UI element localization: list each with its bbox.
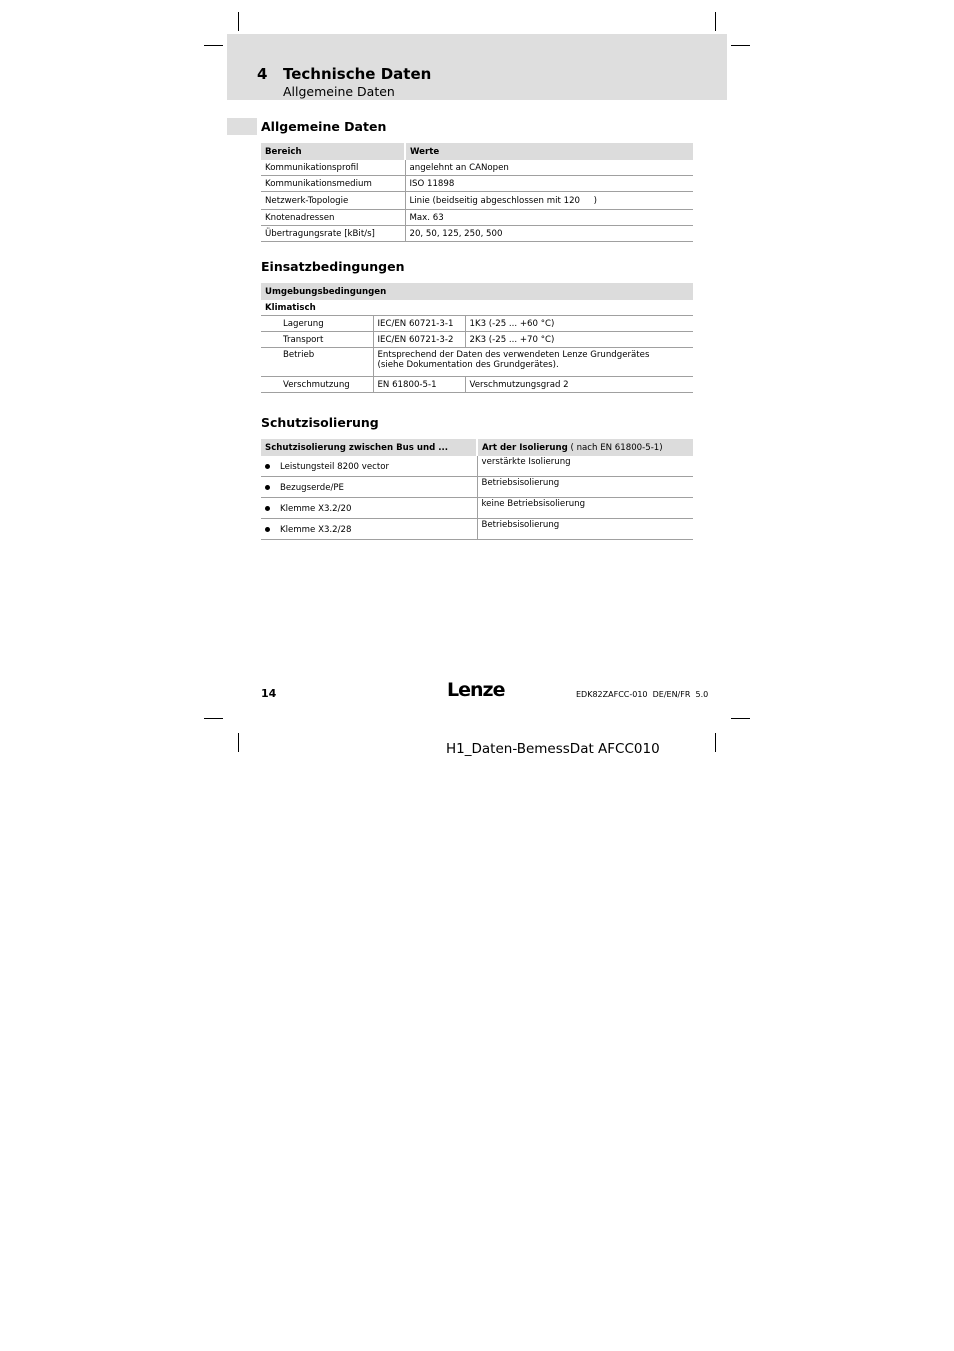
chapter-title: Technische Daten: [283, 65, 432, 83]
table-cell: Verschmutzung: [261, 377, 373, 393]
crop-mark: [731, 718, 750, 719]
bullet-icon: [265, 464, 270, 469]
column-header: Werte: [405, 143, 693, 160]
table-cell: Betrieb: [261, 348, 373, 377]
table-header-row: [261, 283, 693, 300]
table-cell: IEC/EN 60721-3-1: [373, 316, 465, 332]
table-header-row: [261, 143, 693, 160]
table-cell: Transport: [261, 332, 373, 348]
table-cell: [261, 519, 477, 540]
bullet-icon: [265, 527, 270, 532]
table-cell: Lagerung: [261, 316, 373, 332]
table-row: [261, 226, 693, 242]
crop-mark: [715, 12, 716, 31]
crop-mark: [715, 733, 716, 752]
section-marker: [227, 118, 257, 135]
crop-mark: [238, 733, 239, 752]
bullet-text: Klemme X3.2/28: [280, 525, 352, 535]
table-row: [261, 477, 693, 498]
crop-mark: [238, 12, 239, 31]
table-cell: EN 61800-5-1: [373, 377, 465, 393]
insulation-table: [261, 439, 693, 540]
column-header: [477, 439, 693, 456]
table-cell: 20, 50, 125, 250, 500: [405, 226, 693, 242]
table-cell: [261, 477, 477, 498]
bullet-text: Leistungsteil 8200 vector: [280, 462, 390, 472]
chapter-subtitle: Allgemeine Daten: [283, 84, 395, 99]
crop-mark: [204, 45, 223, 46]
table-cell: Linie (beidseitig abgeschlossen mit 120 ): [405, 192, 693, 210]
table-header-row: [261, 439, 693, 456]
column-header: Umgebungsbedingungen: [261, 283, 693, 300]
table-row: [261, 348, 693, 377]
table-cell: Kommunikationsmedium: [261, 176, 405, 192]
table-row: [261, 160, 693, 176]
section-title-general: Allgemeine Daten: [261, 119, 387, 134]
page-number: 14: [261, 687, 277, 700]
chapter-number: 4: [257, 65, 268, 83]
table-cell: [261, 498, 477, 519]
table-cell: Entsprechend der Daten des verwendeten Lenze Grundgerätes (siehe Dokumentation des Grundgerätes).: [373, 348, 693, 377]
table-cell: Verschmutzungsgrad 2: [465, 377, 693, 393]
table-row: [261, 519, 693, 540]
table-cell: 2K3 (-25 ... +70 °C): [465, 332, 693, 348]
table-group-row: [261, 300, 693, 316]
bullet-text: Klemme X3.2/20: [280, 504, 352, 514]
column-header: Schutzisolierung zwischen Bus und ...: [261, 439, 477, 456]
table-cell: Knotenadressen: [261, 210, 405, 226]
table-row: [261, 192, 693, 210]
table-cell: verstärkte Isolierung: [477, 456, 693, 477]
conditions-table: [261, 283, 693, 393]
table-row: [261, 176, 693, 192]
table-cell: Kommunikationsprofil: [261, 160, 405, 176]
header-plain-text: ( nach EN 61800-5-1): [567, 442, 663, 453]
crop-mark: [731, 45, 750, 46]
bullet-icon: [265, 485, 270, 490]
document-code: EDK82ZAFCC-010 DE/EN/FR 5.0: [576, 690, 709, 699]
table-row: [261, 498, 693, 519]
table-cell: Betriebsisolierung: [477, 519, 693, 540]
section-title-insulation: Schutzisolierung: [261, 415, 379, 430]
footer-caption: H1_Daten-BemessDat AFCC010: [446, 741, 660, 757]
table-cell: IEC/EN 60721-3-2: [373, 332, 465, 348]
table-cell: ISO 11898: [405, 176, 693, 192]
table-cell: keine Betriebsisolierung: [477, 498, 693, 519]
section-title-conditions: Einsatzbedingungen: [261, 259, 405, 274]
table-row: [261, 316, 693, 332]
table-cell: 1K3 (-25 ... +60 °C): [465, 316, 693, 332]
bullet-icon: [265, 506, 270, 511]
general-data-table: [261, 143, 693, 242]
column-header: Bereich: [261, 143, 405, 160]
table-row: [261, 210, 693, 226]
bullet-text: Bezugserde/PE: [280, 483, 344, 493]
table-cell: angelehnt an CANopen: [405, 160, 693, 176]
table-cell: Übertragungsrate [kBit/s]: [261, 226, 405, 242]
table-row: [261, 377, 693, 393]
lenze-logo: Lenze: [447, 679, 505, 701]
table-row: [261, 456, 693, 477]
table-row: [261, 332, 693, 348]
crop-mark: [204, 718, 223, 719]
table-cell: [261, 456, 477, 477]
table-cell: Netzwerk-Topologie: [261, 192, 405, 210]
table-cell: Max. 63: [405, 210, 693, 226]
table-cell: Betriebsisolierung: [477, 477, 693, 498]
group-label: Klimatisch: [261, 300, 693, 316]
header-bold-text: Art der Isolierung: [482, 442, 568, 453]
